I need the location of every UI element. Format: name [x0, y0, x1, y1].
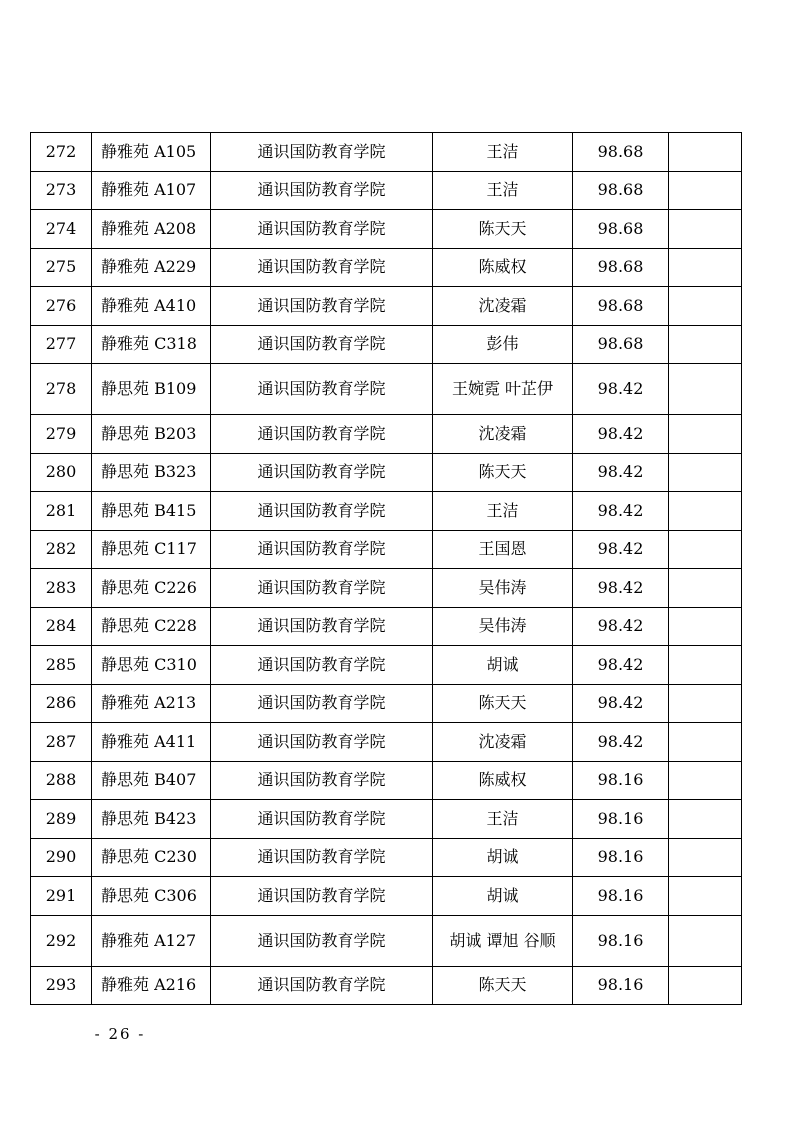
college-cell: 通识国防教育学院: [211, 838, 433, 877]
college-cell: 通识国防教育学院: [211, 492, 433, 531]
advisor-name-cell: 彭伟: [433, 325, 573, 364]
table-row: [31, 761, 742, 800]
dorm-room-cell: 静雅苑 A208: [92, 210, 211, 249]
table-row: [31, 684, 742, 723]
score-cell: 98.42: [573, 607, 669, 646]
row-number-cell: 275: [31, 248, 92, 287]
score-cell: 98.68: [573, 287, 669, 326]
dorm-room-cell: 静思苑 C230: [92, 838, 211, 877]
remark-cell: [669, 325, 742, 364]
score-cell: 98.42: [573, 453, 669, 492]
row-number-cell: 273: [31, 171, 92, 210]
table-row: [31, 838, 742, 877]
advisor-name-cell: 王洁: [433, 133, 573, 172]
table-row: [31, 530, 742, 569]
college-cell: 通识国防教育学院: [211, 210, 433, 249]
row-number-cell: 279: [31, 415, 92, 454]
score-cell: 98.42: [573, 530, 669, 569]
row-number-cell: 274: [31, 210, 92, 249]
table-row: [31, 210, 742, 249]
dorm-room-cell: 静雅苑 A105: [92, 133, 211, 172]
remark-cell: [669, 684, 742, 723]
remark-cell: [669, 838, 742, 877]
advisor-name-cell: 王洁: [433, 171, 573, 210]
remark-cell: [669, 530, 742, 569]
dorm-room-cell: 静思苑 C306: [92, 877, 211, 916]
dorm-room-cell: 静思苑 B407: [92, 761, 211, 800]
remark-cell: [669, 607, 742, 646]
dorm-room-cell: 静雅苑 A107: [92, 171, 211, 210]
college-cell: 通识国防教育学院: [211, 287, 433, 326]
remark-cell: [669, 723, 742, 762]
college-cell: 通识国防教育学院: [211, 684, 433, 723]
dorm-room-cell: 静雅苑 C318: [92, 325, 211, 364]
remark-cell: [669, 569, 742, 608]
score-cell: 98.42: [573, 492, 669, 531]
dorm-room-cell: 静思苑 C310: [92, 646, 211, 685]
row-number-cell: 280: [31, 453, 92, 492]
row-number-cell: 286: [31, 684, 92, 723]
remark-cell: [669, 210, 742, 249]
remark-cell: [669, 453, 742, 492]
college-cell: 通识国防教育学院: [211, 415, 433, 454]
row-number-cell: 272: [31, 133, 92, 172]
table-row: [31, 915, 742, 966]
college-cell: 通识国防教育学院: [211, 133, 433, 172]
college-cell: 通识国防教育学院: [211, 877, 433, 916]
advisor-name-cell: 胡诚: [433, 838, 573, 877]
row-number-cell: 293: [31, 966, 92, 1005]
score-cell: 98.42: [573, 723, 669, 762]
score-cell: 98.42: [573, 364, 669, 415]
score-cell: 98.42: [573, 684, 669, 723]
score-cell: 98.16: [573, 966, 669, 1005]
dorm-room-cell: 静思苑 B415: [92, 492, 211, 531]
advisor-name-cell: 陈天天: [433, 453, 573, 492]
college-cell: 通识国防教育学院: [211, 171, 433, 210]
dormitory-score-table: [30, 132, 742, 1005]
row-number-cell: 290: [31, 838, 92, 877]
advisor-name-cell: 沈凌霜: [433, 415, 573, 454]
college-cell: 通识国防教育学院: [211, 723, 433, 762]
college-cell: 通识国防教育学院: [211, 364, 433, 415]
advisor-name-cell: 胡诚: [433, 646, 573, 685]
dorm-room-cell: 静思苑 C226: [92, 569, 211, 608]
score-cell: 98.68: [573, 248, 669, 287]
advisor-name-cell: 陈威权: [433, 761, 573, 800]
row-number-cell: 276: [31, 287, 92, 326]
score-cell: 98.68: [573, 210, 669, 249]
score-cell: 98.42: [573, 646, 669, 685]
score-cell: 98.16: [573, 915, 669, 966]
advisor-name-cell: 陈威权: [433, 248, 573, 287]
table-body: [31, 133, 742, 1005]
remark-cell: [669, 800, 742, 839]
college-cell: 通识国防教育学院: [211, 248, 433, 287]
advisor-name-cell: 吴伟涛: [433, 607, 573, 646]
remark-cell: [669, 761, 742, 800]
advisor-name-cell: 沈凌霜: [433, 287, 573, 326]
table-row: [31, 415, 742, 454]
remark-cell: [669, 877, 742, 916]
remark-cell: [669, 171, 742, 210]
row-number-cell: 291: [31, 877, 92, 916]
table-row: [31, 248, 742, 287]
college-cell: 通识国防教育学院: [211, 966, 433, 1005]
row-number-cell: 282: [31, 530, 92, 569]
dorm-room-cell: 静雅苑 A127: [92, 915, 211, 966]
row-number-cell: 288: [31, 761, 92, 800]
remark-cell: [669, 133, 742, 172]
college-cell: 通识国防教育学院: [211, 607, 433, 646]
advisor-name-cell: 陈天天: [433, 210, 573, 249]
college-cell: 通识国防教育学院: [211, 915, 433, 966]
remark-cell: [669, 364, 742, 415]
row-number-cell: 285: [31, 646, 92, 685]
advisor-name-cell: 沈凌霜: [433, 723, 573, 762]
college-cell: 通识国防教育学院: [211, 569, 433, 608]
row-number-cell: 277: [31, 325, 92, 364]
row-number-cell: 278: [31, 364, 92, 415]
dorm-room-cell: 静思苑 C117: [92, 530, 211, 569]
table-row: [31, 723, 742, 762]
dorm-room-cell: 静思苑 C228: [92, 607, 211, 646]
college-cell: 通识国防教育学院: [211, 646, 433, 685]
table-row: [31, 171, 742, 210]
score-cell: 98.68: [573, 171, 669, 210]
dorm-room-cell: 静思苑 B323: [92, 453, 211, 492]
table-row: [31, 325, 742, 364]
row-number-cell: 283: [31, 569, 92, 608]
table-row: [31, 607, 742, 646]
score-cell: 98.16: [573, 838, 669, 877]
dorm-room-cell: 静雅苑 A213: [92, 684, 211, 723]
table-row: [31, 877, 742, 916]
page-number: - 26 -: [94, 1025, 146, 1043]
dorm-room-cell: 静雅苑 A216: [92, 966, 211, 1005]
college-cell: 通识国防教育学院: [211, 800, 433, 839]
table-row: [31, 800, 742, 839]
score-cell: 98.16: [573, 877, 669, 916]
table-row: [31, 133, 742, 172]
score-cell: 98.16: [573, 761, 669, 800]
remark-cell: [669, 646, 742, 685]
dorm-room-cell: 静思苑 B109: [92, 364, 211, 415]
row-number-cell: 289: [31, 800, 92, 839]
remark-cell: [669, 492, 742, 531]
table-row: [31, 453, 742, 492]
row-number-cell: 287: [31, 723, 92, 762]
advisor-name-cell: 王婉霓 叶芷伊: [433, 364, 573, 415]
table-row: [31, 646, 742, 685]
table-row: [31, 569, 742, 608]
table-row: [31, 492, 742, 531]
dorm-room-cell: 静雅苑 A411: [92, 723, 211, 762]
table-row: [31, 364, 742, 415]
advisor-name-cell: 陈天天: [433, 966, 573, 1005]
college-cell: 通识国防教育学院: [211, 325, 433, 364]
dorm-room-cell: 静思苑 B423: [92, 800, 211, 839]
dorm-room-cell: 静思苑 B203: [92, 415, 211, 454]
score-cell: 98.68: [573, 325, 669, 364]
score-cell: 98.42: [573, 569, 669, 608]
remark-cell: [669, 915, 742, 966]
advisor-name-cell: 吴伟涛: [433, 569, 573, 608]
advisor-name-cell: 陈天天: [433, 684, 573, 723]
score-cell: 98.68: [573, 133, 669, 172]
remark-cell: [669, 287, 742, 326]
advisor-name-cell: 王国恩: [433, 530, 573, 569]
dorm-room-cell: 静雅苑 A229: [92, 248, 211, 287]
table-row: [31, 287, 742, 326]
college-cell: 通识国防教育学院: [211, 530, 433, 569]
row-number-cell: 284: [31, 607, 92, 646]
score-cell: 98.16: [573, 800, 669, 839]
advisor-name-cell: 胡诚 谭旭 谷顺: [433, 915, 573, 966]
remark-cell: [669, 966, 742, 1005]
table-row: [31, 966, 742, 1005]
dorm-room-cell: 静雅苑 A410: [92, 287, 211, 326]
college-cell: 通识国防教育学院: [211, 761, 433, 800]
remark-cell: [669, 415, 742, 454]
college-cell: 通识国防教育学院: [211, 453, 433, 492]
advisor-name-cell: 王洁: [433, 492, 573, 531]
advisor-name-cell: 王洁: [433, 800, 573, 839]
remark-cell: [669, 248, 742, 287]
row-number-cell: 292: [31, 915, 92, 966]
row-number-cell: 281: [31, 492, 92, 531]
advisor-name-cell: 胡诚: [433, 877, 573, 916]
score-cell: 98.42: [573, 415, 669, 454]
